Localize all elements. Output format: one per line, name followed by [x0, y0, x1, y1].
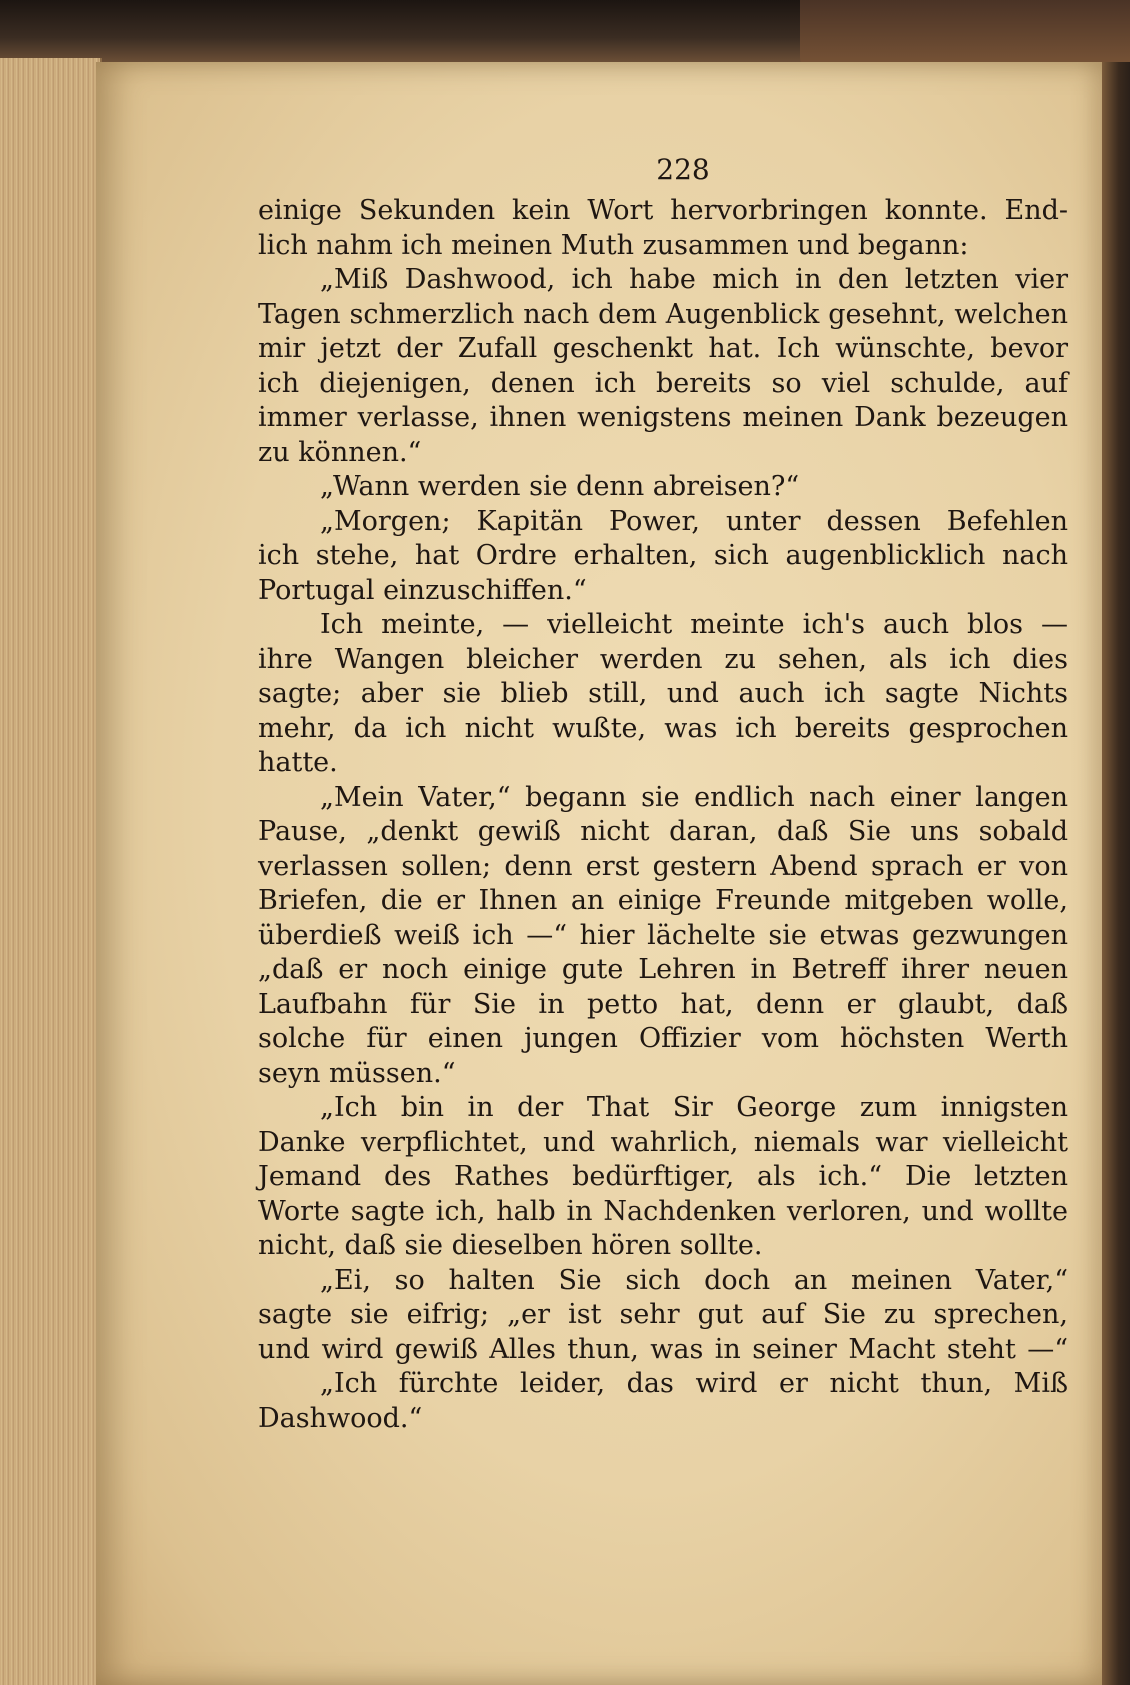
- text-line: verlassen sollen; denn erst gestern Abend sprach er von: [258, 850, 1068, 882]
- text-line: Laufbahn für Sie in petto hat, denn er glaubt, daß: [258, 988, 1068, 1020]
- page-number: 228: [656, 153, 710, 186]
- text-line: mir jetzt der Zufall geschenkt hat. Ich wünschte, bevor: [258, 333, 1068, 364]
- page-text: [258, 150, 1068, 1436]
- text-line: hatte.: [258, 747, 338, 778]
- text-line: sagte; aber sie blieb still, und auch ich sagte Nichts: [258, 678, 1068, 709]
- text-line: ihre Wangen bleicher werden zu sehen, als ich dies: [258, 643, 1068, 675]
- book-cover-corner: [800, 0, 1130, 70]
- page-stack-edge: [0, 58, 102, 1685]
- text-line: immer verlasse, ihnen wenigstens meinen Dank bezeugen: [258, 402, 1068, 433]
- text-line: ich diejenigen, denen ich bereits so viel schulde, auf: [258, 367, 1068, 399]
- text-line: zu können.“: [258, 436, 422, 468]
- text-line: „Ei, so halten Sie sich doch an meinen Vater,“: [320, 1264, 1068, 1296]
- book-right-edge: [1102, 62, 1130, 1685]
- text-line: Danke verpflichtet, und wahrlich, niemals war vielleicht: [258, 1126, 1068, 1158]
- text-line: „daß er noch einige gute Lehren in Betreff ihrer neuen: [258, 954, 1068, 985]
- text-line: Worte sagte ich, halb in Nachdenken verloren, und wollte: [258, 1195, 1068, 1227]
- text-line: Dashwood.“: [258, 1402, 423, 1434]
- text-line: Pause, „denkt gewiß nicht daran, daß Sie uns sobald: [258, 816, 1068, 847]
- text-line: überdieß weiß ich —“ hier lächelte sie etwas gezwungen: [258, 919, 1068, 951]
- text-line: lich nahm ich meinen Muth zusammen und begann:: [258, 229, 969, 261]
- text-line: Tagen schmerzlich nach dem Augenblick gesehnt, welchen: [258, 298, 1068, 330]
- text-line: Portugal einzuschiffen.“: [258, 574, 587, 606]
- text-line: „Ich fürchte leider, das wird er nicht thun, Miß: [320, 1368, 1068, 1399]
- text-line: solche für einen jungen Offizier vom höchsten Werth: [258, 1023, 1068, 1054]
- text-line: Ich meinte, — vielleicht meinte ich's auch blos —: [320, 609, 1068, 640]
- text-line: Briefen, die er Ihnen an einige Freunde mitgeben wolle,: [258, 885, 1068, 916]
- text-line: „Miß Dashwood, ich habe mich in den letzten vier: [320, 264, 1068, 295]
- text-line: mehr, da ich nicht wußte, was ich bereits gesprochen: [258, 712, 1068, 744]
- text-line: nicht, daß sie dieselben hören sollte.: [258, 1230, 763, 1261]
- text-line: „Ich bin in der That Sir George zum innigsten: [320, 1092, 1068, 1123]
- text-line: einige Sekunden kein Wort hervorbringen konnte. End-: [258, 195, 1068, 226]
- text-line: seyn müssen.“: [258, 1057, 456, 1089]
- text-line: sagte sie eifrig; „er ist sehr gut auf Sie zu sprechen,: [258, 1299, 1068, 1330]
- text-line: und wird gewiß Alles thun, was in seiner Macht steht —“: [258, 1333, 1068, 1365]
- text-line: Jemand des Rathes bedürftiger, als ich.“ Die letzten: [258, 1161, 1068, 1192]
- text-line: „Morgen; Kapitän Power, unter dessen Befehlen: [320, 505, 1068, 537]
- text-line: „Mein Vater,“ begann sie endlich nach einer langen: [320, 781, 1068, 813]
- text-line: „Wann werden sie denn abreisen?“: [320, 471, 800, 502]
- text-line: ich stehe, hat Ordre erhalten, sich augenblicklich nach: [258, 540, 1068, 571]
